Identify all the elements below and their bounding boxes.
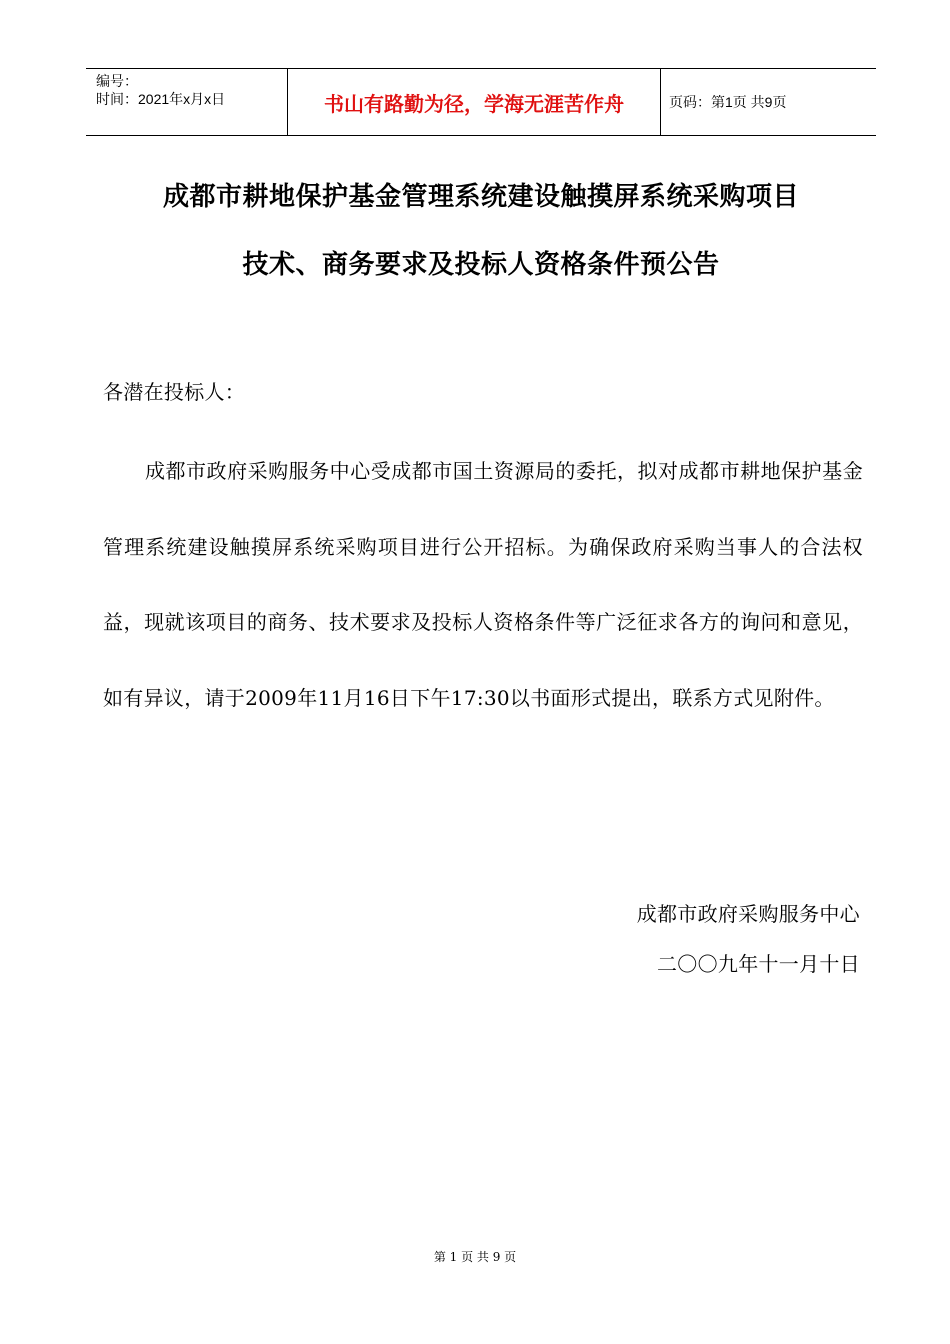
signature-date: 二〇〇九年十一月十日 (657, 952, 860, 976)
header-page-info: 页码：第1页 共9页 (669, 94, 787, 110)
document-title-line-2: 技术、商务要求及投标人资格条件预公告 (242, 250, 720, 280)
header-number-label: 编号： (96, 73, 138, 89)
page-footer: 第 1 页 共 9 页 (433, 1250, 517, 1264)
document-header (86, 68, 876, 136)
signature-organization: 成都市政府采购服务中心 (636, 902, 860, 926)
body-paragraph: 成都市政府采购服务中心受成都市国土资源局的委托，拟对成都市耕地保护基金管理系统建设触摸屏系统采购项目进行公开招标。为确保政府采购当事人的合法权益，现就该项目的商务、技术要求及投标人资格条件等广泛征求各方的询问和意见，如有异议，请于2009年11月16日下午17:30以书面形式提出，联系方式见附件。 (103, 459, 863, 710)
document-title-line-1: 成都市耕地保护基金管理系统建设触摸屏系统采购项目 (162, 182, 799, 212)
salutation: 各潜在投标人： (103, 380, 246, 404)
header-meta-cell (86, 69, 288, 135)
header-time-label: 时间：2021年x月x日 (96, 91, 226, 107)
header-slogan: 书山有路勤为径，学海无涯苦作舟 (288, 69, 661, 135)
